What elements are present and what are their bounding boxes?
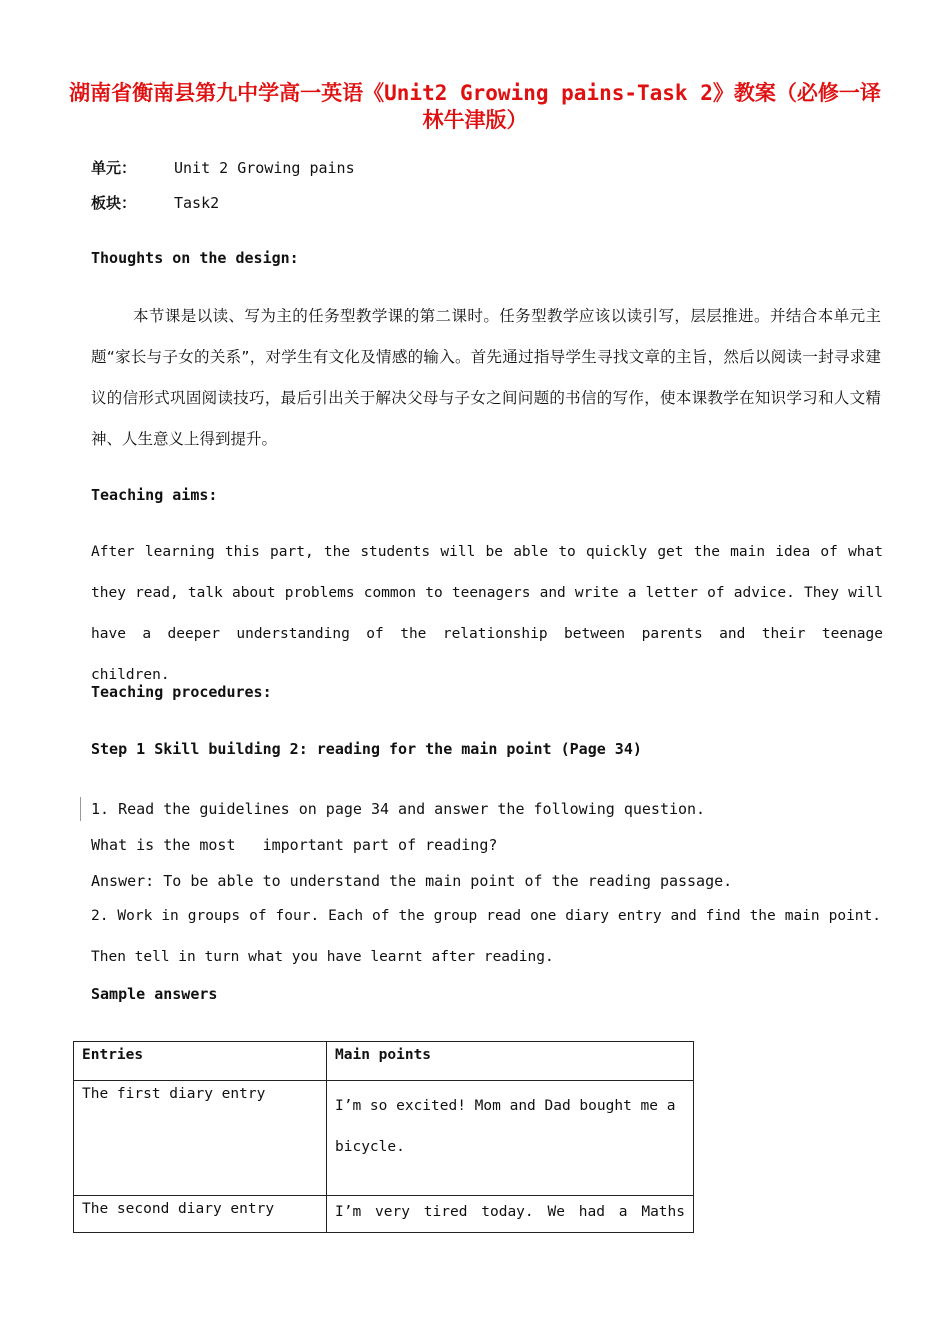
table-row: [74, 1196, 694, 1233]
question-1-answer: Answer: To be able to understand the main point of the reading passage.: [91, 872, 733, 890]
unit-label: 单元：: [91, 159, 137, 177]
aims-heading: Teaching aims:: [91, 486, 218, 504]
section-label: 板块：: [91, 194, 137, 212]
margin-mark: [80, 797, 81, 821]
document-title: 湖南省衡南县第九中学高一英语《Unit2 Growing pains-Task 2》教案（必修一译林牛津版）: [69, 81, 881, 132]
table-header: Entries: [74, 1042, 327, 1081]
table-cell: The second diary entry: [74, 1196, 327, 1233]
table-header: Main points: [327, 1042, 694, 1081]
sample-answers-table: [73, 1041, 694, 1233]
sample-answers-heading: Sample answers: [91, 985, 218, 1003]
aims-paragraph: After learning this part, the students will be able to quickly get the main idea of what they read, talk about problems common to teenagers and write a letter of advice. They will have a deeper understanding of the relationship between parents and their teenage children.: [91, 544, 883, 683]
question-1: 1. Read the guidelines on page 34 and answer the following question.: [91, 800, 706, 818]
table-header-row: [74, 1042, 694, 1081]
table-cell: I’m so excited! Mom and Dad bought me a bicycle.: [327, 1081, 694, 1196]
procedures-heading: Teaching procedures:: [91, 683, 272, 701]
step1-heading: Step 1 Skill building 2: reading for the main point (Page 34): [91, 740, 642, 758]
table-cell: I’m very tired today. We had a Maths: [327, 1196, 694, 1233]
table-row: [74, 1081, 694, 1196]
question-1-prompt: What is the most important part of reading?: [91, 836, 498, 854]
section-value: Task2: [174, 194, 220, 212]
design-paragraph: 本节课是以读、写为主的任务型教学课的第二课时。任务型教学应该以读引写，层层推进。并结合本单元主题“家长与子女的关系”，对学生有文化及情感的输入。首先通过指导学生寻找文章的主旨，然后以阅读一封寻求建议的信形式巩固阅读技巧，最后引出关于解决父母与子女之间问题的书信的写作，使本课教学在知识学习和人文精神、人生意义上得到提升。: [91, 307, 881, 448]
unit-row: [91, 157, 355, 178]
design-heading: Thoughts on the design:: [91, 249, 299, 267]
unit-value: Unit 2 Growing pains: [174, 159, 355, 177]
table-cell: The first diary entry: [74, 1081, 327, 1196]
question-2: 2. Work in groups of four. Each of the group read one diary entry and find the main point. Then tell in turn what you have learnt after reading.: [91, 908, 881, 965]
section-row: [91, 192, 219, 213]
